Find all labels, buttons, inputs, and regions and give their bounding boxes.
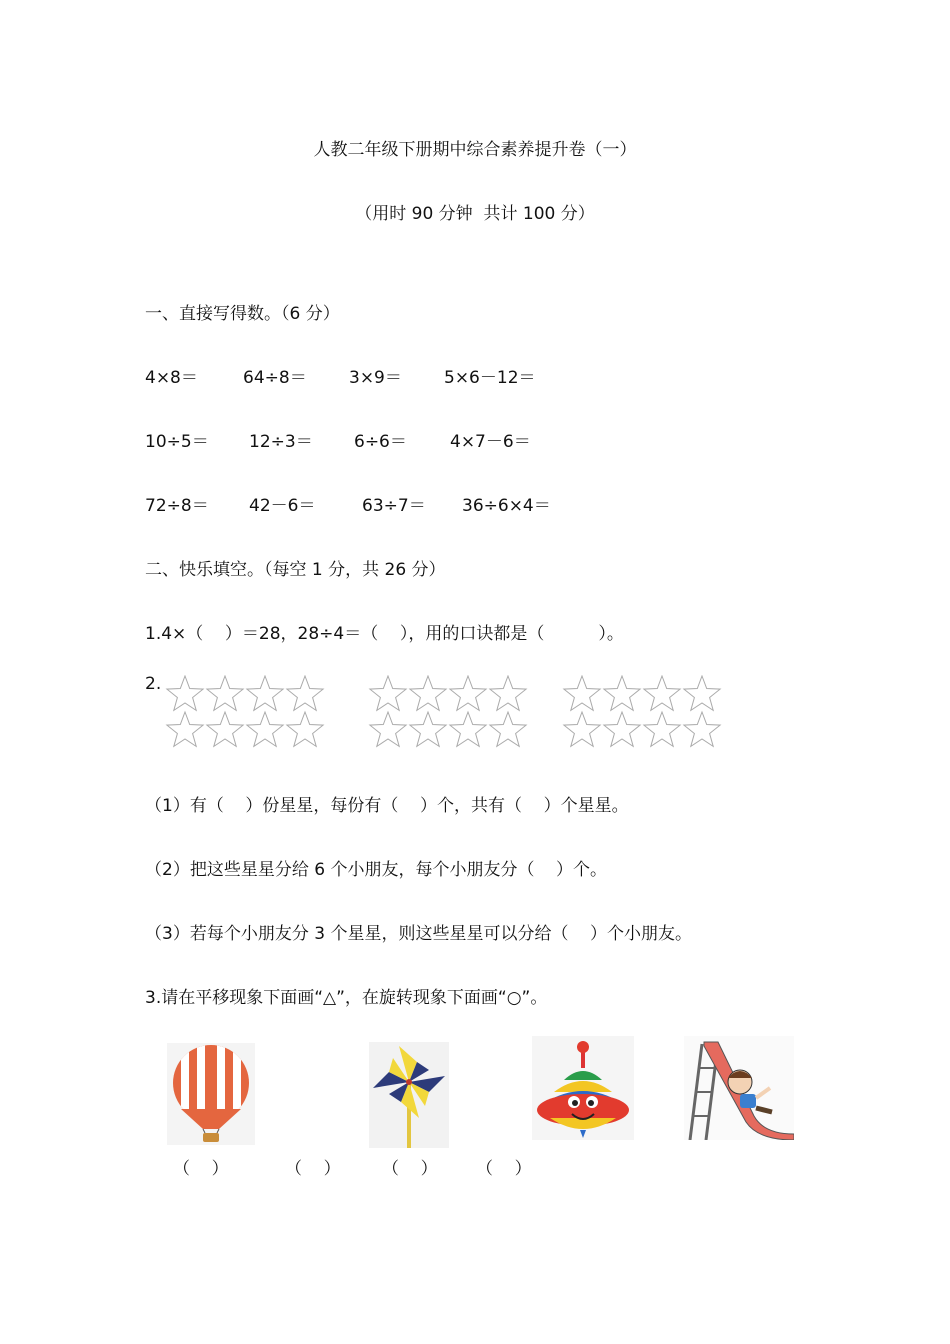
star-icon — [247, 676, 283, 710]
star-icon — [287, 712, 323, 746]
question-2-sub3: （3）若每个小朋友分 3 个星星，则这些星星可以分给（ ）个小朋友。 — [145, 924, 693, 944]
star-icon — [604, 712, 640, 746]
star-icon — [410, 712, 446, 746]
question-2-label: 2. — [145, 674, 162, 694]
star-icon — [490, 676, 526, 710]
math-item: 4×8＝ — [145, 368, 198, 388]
star-icon — [684, 712, 720, 746]
math-item: 64÷8＝ — [243, 368, 307, 388]
star-icon — [644, 712, 680, 746]
hot-air-balloon-icon — [167, 1043, 255, 1145]
star-icon — [370, 676, 406, 710]
star-icon — [287, 676, 323, 710]
answer-blank-top[interactable]: （ ） — [382, 1159, 438, 1179]
star-icon — [247, 712, 283, 746]
star-icon — [684, 676, 720, 710]
page-subtitle: （用时 90 分钟 共计 100 分） — [355, 204, 595, 224]
star-icon — [167, 712, 203, 746]
question-1: 1.4×（ ）＝28，28÷4＝（ ），用的口诀都是（ ）。 — [145, 624, 624, 644]
star-icon — [604, 676, 640, 710]
star-icon — [490, 712, 526, 746]
math-item: 72÷8＝ — [145, 496, 209, 516]
question-2-sub2: （2）把这些星星分给 6 个小朋友，每个小朋友分（ ）个。 — [145, 860, 608, 880]
math-item: 10÷5＝ — [145, 432, 209, 452]
question-2-sub1: （1）有（ ）份星星，每份有（ ）个，共有（ ）个星星。 — [145, 796, 629, 816]
star-icon — [644, 676, 680, 710]
star-icon — [410, 676, 446, 710]
math-item: 63÷7＝ — [362, 496, 426, 516]
answer-blank-pinwheel[interactable]: （ ） — [285, 1159, 341, 1179]
math-item: 4×7－6＝ — [450, 432, 531, 452]
star-group-2 — [368, 675, 538, 755]
star-icon — [564, 712, 600, 746]
star-icon — [450, 676, 486, 710]
star-group-1 — [165, 675, 335, 755]
math-item: 12÷3＝ — [249, 432, 313, 452]
spinning-top-icon — [532, 1036, 634, 1140]
page-title: 人教二年级下册期中综合素养提升卷（一） — [313, 140, 637, 160]
slide-icon — [684, 1036, 794, 1140]
star-icon — [370, 712, 406, 746]
answer-blank-slide[interactable]: （ ） — [476, 1159, 532, 1179]
star-icon — [167, 676, 203, 710]
question-3: 3.请在平移现象下面画“△”，在旋转现象下面画“○”。 — [145, 988, 548, 1008]
star-group-3 — [562, 675, 732, 755]
star-icon — [564, 676, 600, 710]
math-item: 42－6＝ — [249, 496, 316, 516]
math-item: 6÷6＝ — [354, 432, 407, 452]
math-item: 3×9＝ — [349, 368, 402, 388]
math-item: 36÷6×4＝ — [462, 496, 551, 516]
section1-heading: 一、直接写得数。（6 分） — [145, 304, 340, 324]
section2-heading: 二、快乐填空。（每空 1 分，共 26 分） — [145, 560, 446, 580]
star-icon — [450, 712, 486, 746]
pinwheel-icon — [369, 1042, 449, 1148]
math-item: 5×6－12＝ — [444, 368, 536, 388]
answer-blank-balloon[interactable]: （ ） — [173, 1159, 229, 1179]
star-icon — [207, 712, 243, 746]
star-icon — [207, 676, 243, 710]
